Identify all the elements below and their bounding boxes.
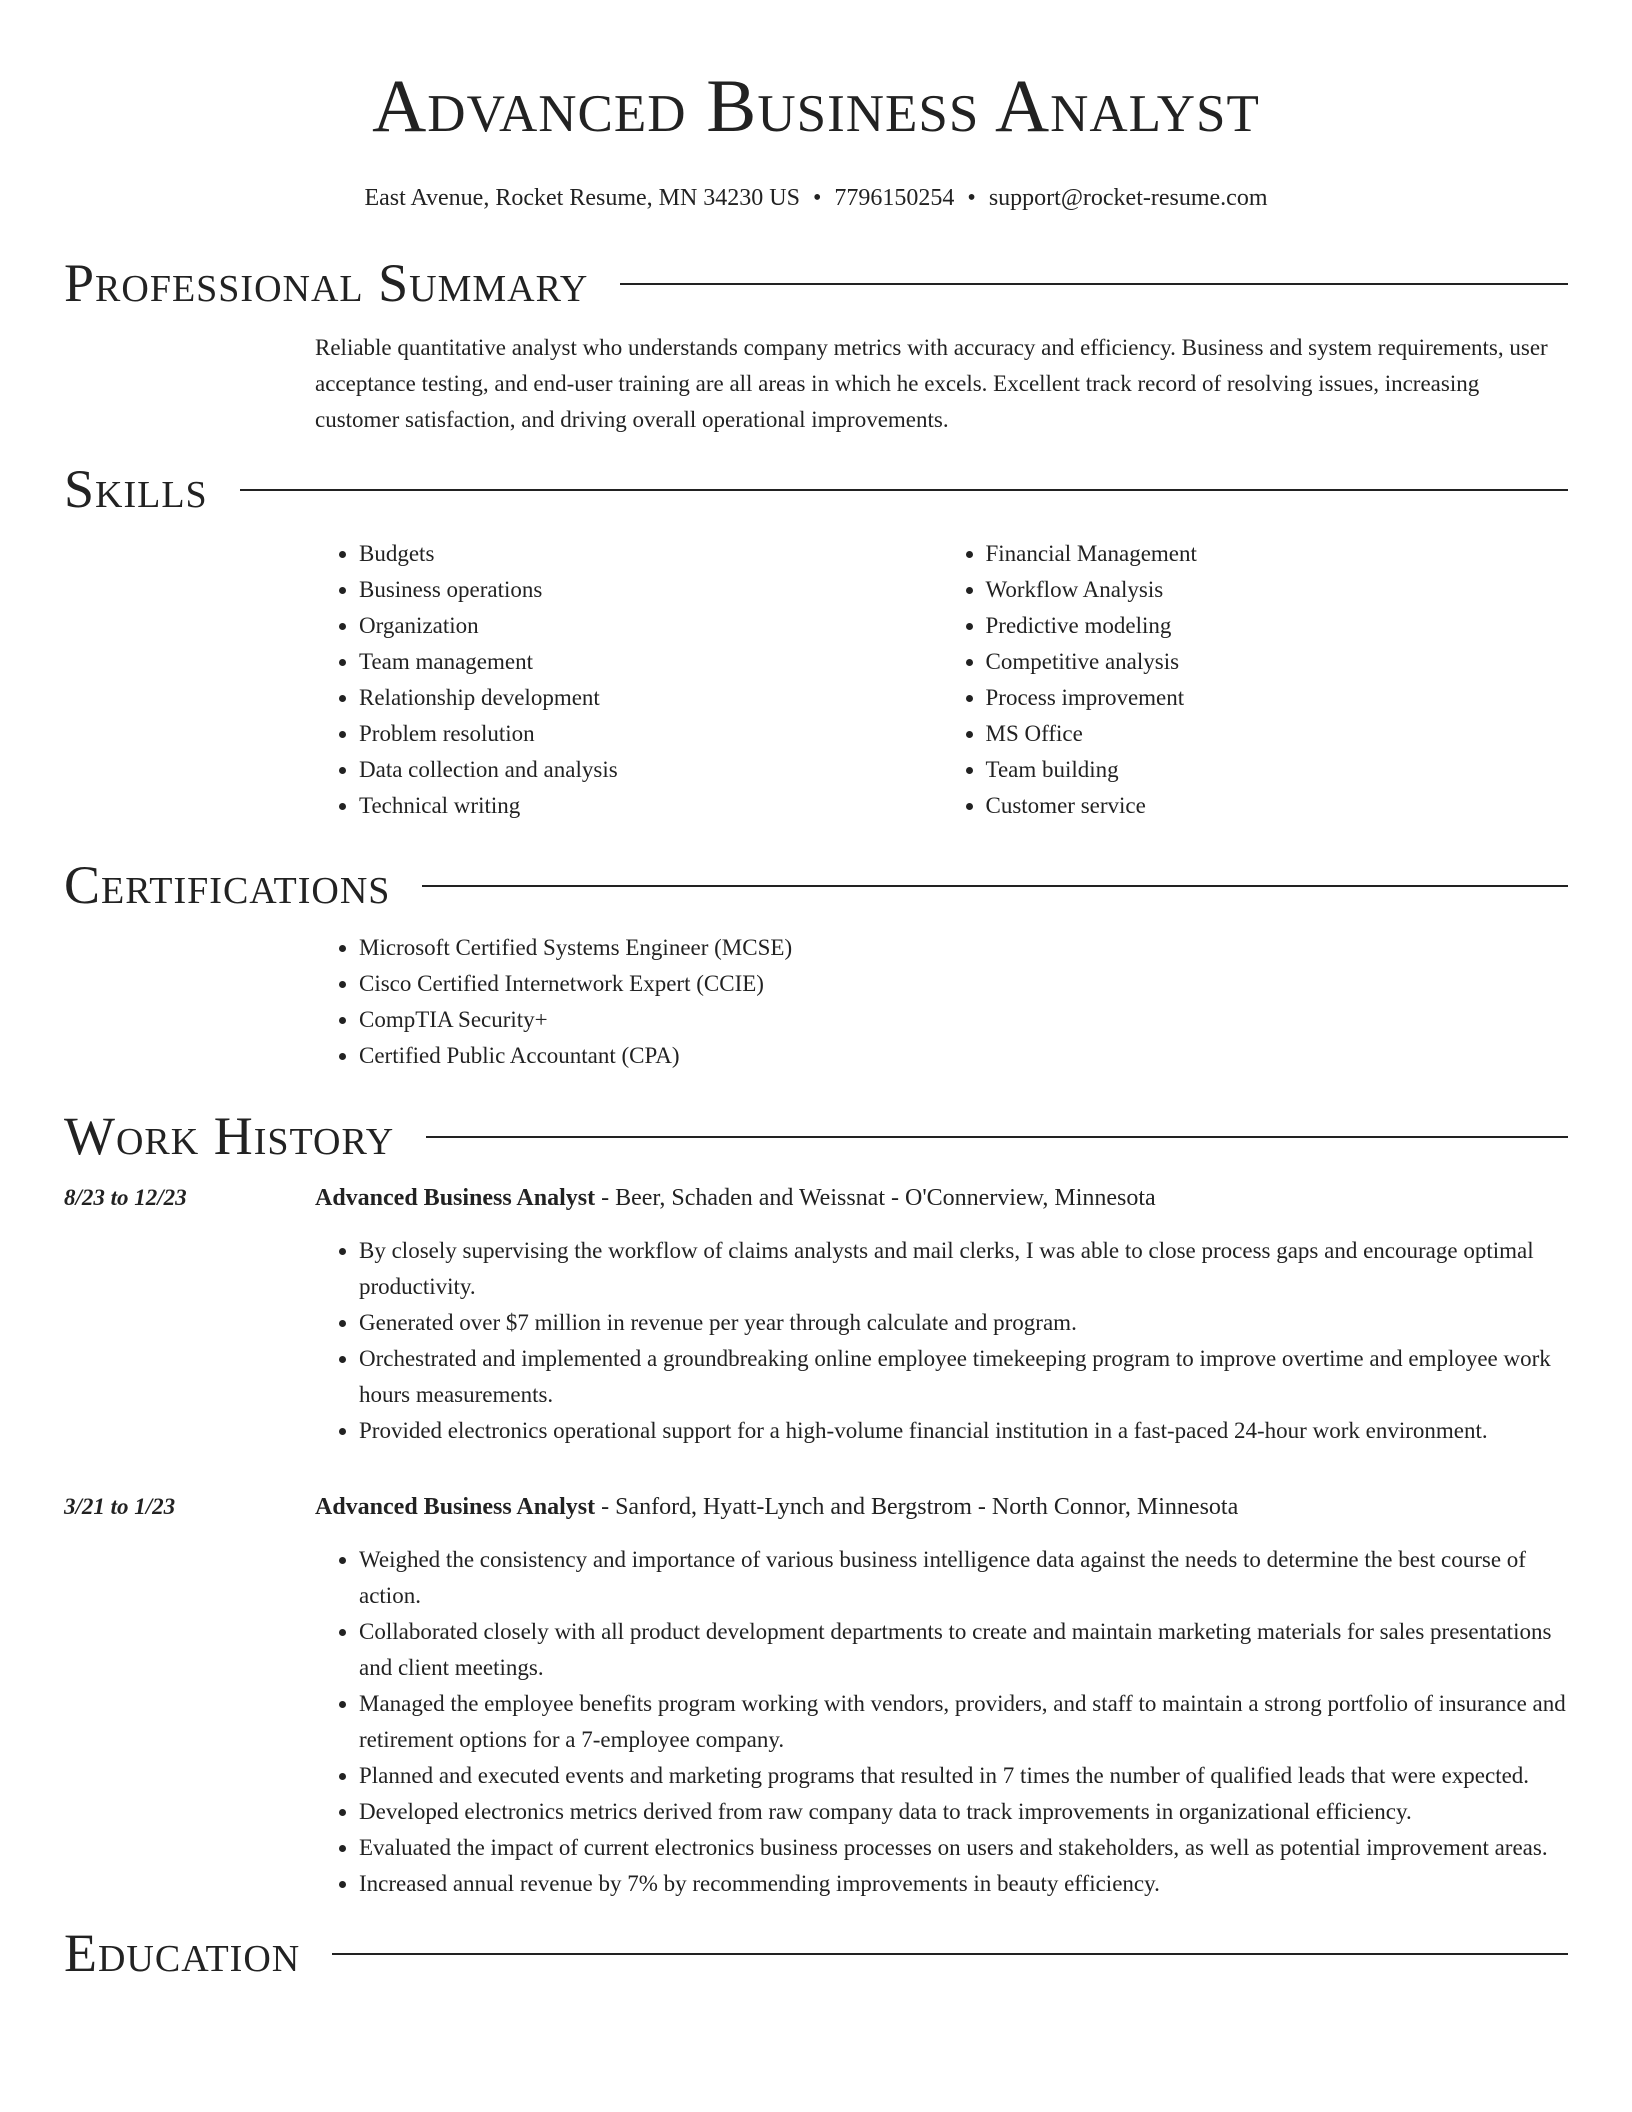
skill-item: • MS Office xyxy=(986,716,1569,752)
job-heading xyxy=(315,1180,1568,1216)
job-bullet: • Managed the employee benefits program working with vendors, providers, and staff to maintain a strong portfolio of insurance and retirement options for a 7-employee company. xyxy=(359,1686,1568,1758)
certifications-list xyxy=(315,930,1568,1074)
certification-item: • Certified Public Accountant (CPA) xyxy=(359,1038,1568,1074)
contact-email[interactable]: support@rocket-resume.com xyxy=(988,185,1268,211)
job-bullet: • Evaluated the impact of current electronics business processes on users and stakeholders, as well as potential improvement areas. xyxy=(359,1830,1568,1866)
job-company: - Sanford, Hyatt-Lynch and Bergstrom - North Connor, Minnesota xyxy=(595,1494,1239,1520)
job-bullet: • By closely supervising the workflow of claims analysts and mail clerks, I was able to close process gaps and encourage optimal productivity. xyxy=(359,1233,1568,1305)
certification-item: • CompTIA Security+ xyxy=(359,1002,1568,1038)
skill-item: • Technical writing xyxy=(359,788,942,824)
section-title-summary: Professional Summary xyxy=(64,253,589,313)
skill-item: • Organization xyxy=(359,608,942,644)
section-divider xyxy=(332,1953,1568,1955)
skills-header xyxy=(64,457,1568,521)
section-title-certifications: Certifications xyxy=(64,855,391,915)
job-bullet: • Orchestrated and implemented a groundbreaking online employee timekeeping program to improve overtime and employee work hours measurements. xyxy=(359,1341,1568,1413)
education-header xyxy=(64,1921,1568,1985)
skill-item: • Business operations xyxy=(359,572,942,608)
certification-item: • Cisco Certified Internetwork Expert (CCIE) xyxy=(359,966,1568,1002)
work-history-section xyxy=(64,1104,1568,1902)
job-heading xyxy=(315,1489,1568,1525)
certifications-header xyxy=(64,853,1568,917)
skill-item: • Predictive modeling xyxy=(986,608,1569,644)
skills-list xyxy=(315,536,1568,824)
section-title-skills: Skills xyxy=(64,459,208,519)
contact-separator: • xyxy=(967,185,976,211)
summary-header xyxy=(64,251,1568,315)
contact-separator: • xyxy=(813,185,822,211)
work-history-header xyxy=(64,1104,1568,1168)
job-role: Advanced Business Analyst xyxy=(315,1494,596,1520)
contact-phone: 7796150254 xyxy=(834,185,955,211)
job-role: Advanced Business Analyst xyxy=(315,1185,596,1211)
job-bullets xyxy=(315,1233,1568,1449)
skill-item: • Financial Management xyxy=(986,536,1569,572)
candidate-name: Advanced Business Analyst xyxy=(372,65,1260,148)
section-divider xyxy=(426,1136,1568,1138)
contact-line xyxy=(64,182,1568,214)
job-dates: 3/21 to 1/23 xyxy=(64,1494,176,1519)
skill-item: • Process improvement xyxy=(986,680,1569,716)
skill-item: • Problem resolution xyxy=(359,716,942,752)
job-bullet: • Provided electronics operational support for a high-volume financial institution in a fast-paced 24-hour work environment. xyxy=(359,1413,1568,1449)
skill-item: • Workflow Analysis xyxy=(986,572,1569,608)
section-title-work-history: Work History xyxy=(64,1106,395,1166)
job-bullet: • Planned and executed events and marketing programs that resulted in 7 times the number of qualified leads that were expected. xyxy=(359,1758,1568,1794)
skills-section xyxy=(64,457,1568,824)
education-section xyxy=(64,1921,1568,1985)
skills-column-right xyxy=(942,536,1569,824)
job-bullet: • Increased annual revenue by 7% by recommending improvements in beauty efficiency. xyxy=(359,1866,1568,1902)
resume-page xyxy=(64,0,1568,1985)
section-divider xyxy=(422,885,1568,887)
resume-header xyxy=(64,0,1568,214)
contact-address: East Avenue, Rocket Resume, MN 34230 US xyxy=(364,185,800,211)
summary-section xyxy=(64,251,1568,438)
summary-text: Reliable quantitative analyst who understands company metrics with accuracy and efficiency. Business and system requirements, user acceptance testing, and end-user training are all areas in which he excels. Excellent track record of resolving issues, increasing customer satisfaction, and driving overall operational improvements. xyxy=(315,335,1548,432)
job-bullet: • Weighed the consistency and importance of various business intelligence data against the needs to determine the best course of action. xyxy=(359,1542,1568,1614)
job-entry xyxy=(64,1180,1568,1449)
job-details xyxy=(315,1489,1568,1902)
skill-item: • Data collection and analysis xyxy=(359,752,942,788)
job-bullet: • Generated over $7 million in revenue per year through calculate and program. xyxy=(359,1305,1568,1341)
job-details xyxy=(315,1180,1568,1449)
job-bullet: • Developed electronics metrics derived from raw company data to track improvements in organizational efficiency. xyxy=(359,1794,1568,1830)
skill-item: • Customer service xyxy=(986,788,1569,824)
section-divider xyxy=(620,283,1568,285)
skill-item: • Team management xyxy=(359,644,942,680)
job-dates: 8/23 to 12/23 xyxy=(64,1185,187,1210)
skill-item: • Competitive analysis xyxy=(986,644,1569,680)
job-company: - Beer, Schaden and Weissnat - O'Connerview, Minnesota xyxy=(595,1185,1156,1211)
certification-item: • Microsoft Certified Systems Engineer (MCSE) xyxy=(359,930,1568,966)
section-divider xyxy=(240,489,1568,491)
section-title-education: Education xyxy=(64,1923,301,1983)
skill-item: • Team building xyxy=(986,752,1569,788)
job-bullet: • Collaborated closely with all product development departments to create and maintain marketing materials for sales presentations and client meetings. xyxy=(359,1614,1568,1686)
skills-column-left xyxy=(315,536,942,824)
skill-item: • Budgets xyxy=(359,536,942,572)
job-bullets xyxy=(315,1542,1568,1902)
certifications-section xyxy=(64,853,1568,1074)
job-entry xyxy=(64,1489,1568,1902)
skill-item: • Relationship development xyxy=(359,680,942,716)
